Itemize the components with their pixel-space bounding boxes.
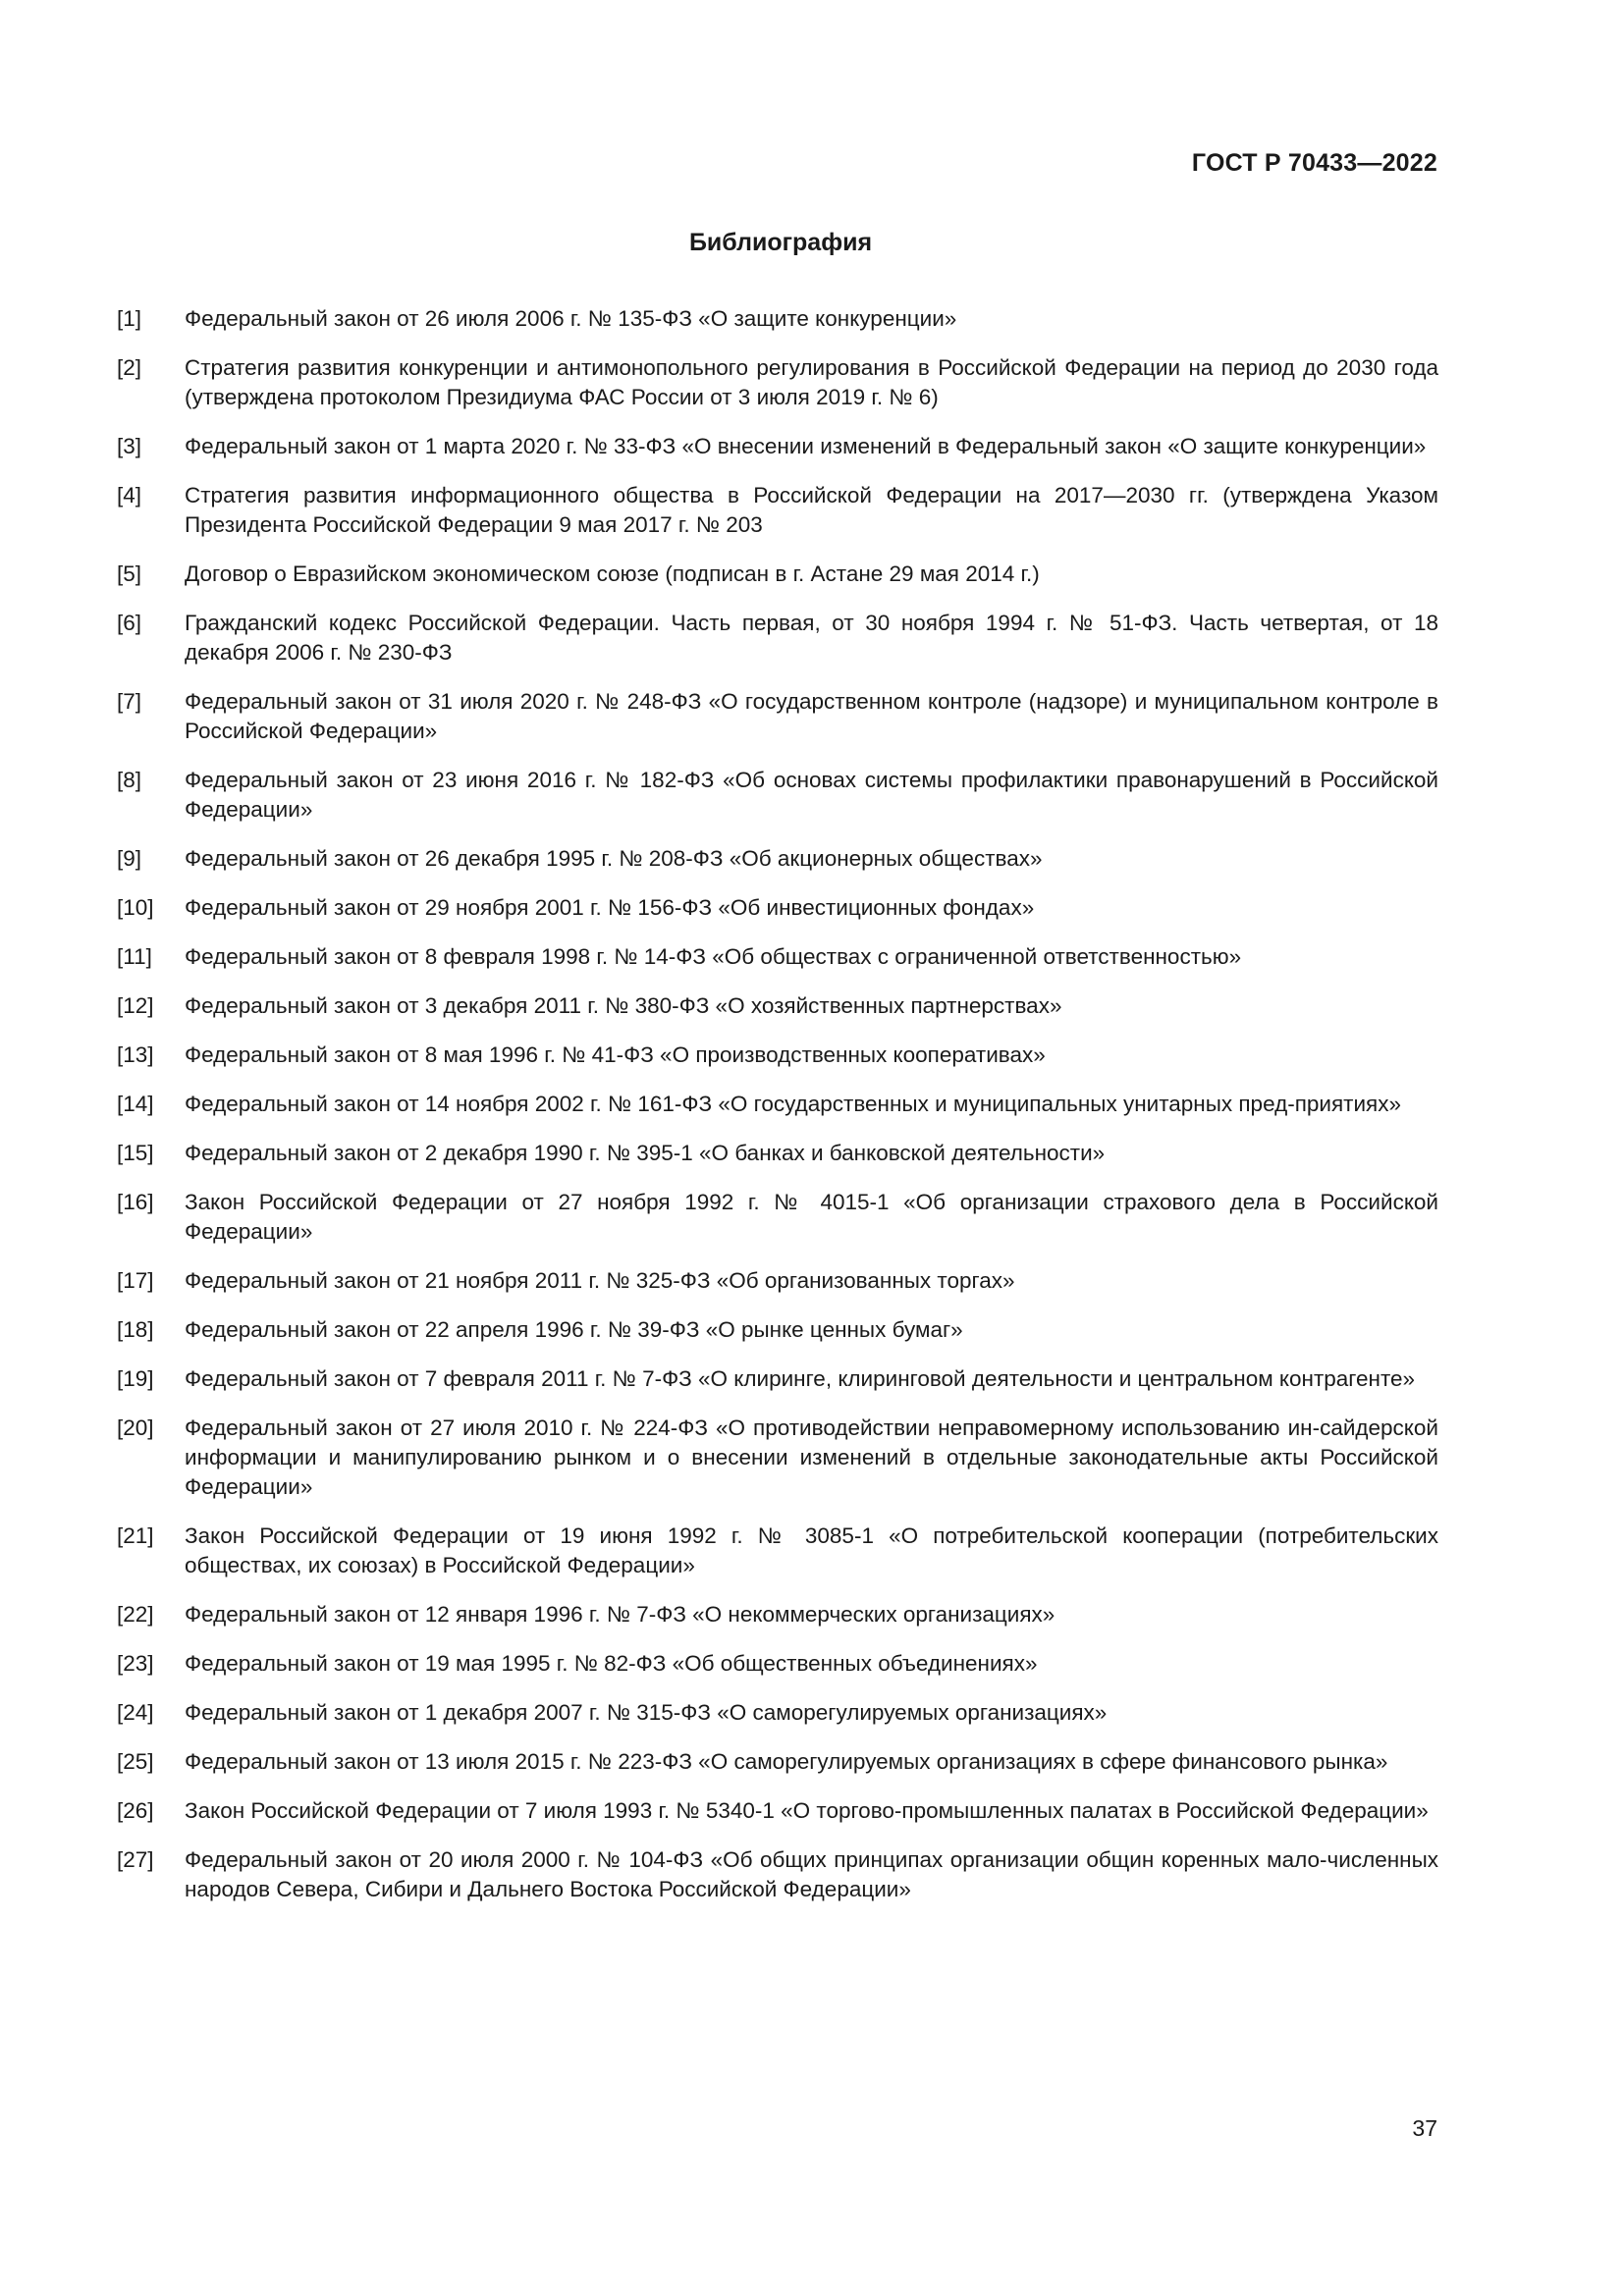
bibliography-number: [17] <box>117 1268 154 1293</box>
bibliography-item <box>117 991 1438 1021</box>
bibliography-number: [1] <box>117 306 142 331</box>
bibliography-item <box>117 1698 1438 1728</box>
bibliography-text: Федеральный закон от 14 ноября 2002 г. № 161-ФЗ «О государственных и муниципальных унитарных пред-приятиях» <box>185 1092 1401 1116</box>
bibliography-number: [24] <box>117 1700 154 1725</box>
bibliography-text: Федеральный закон от 7 февраля 2011 г. № 7-ФЗ «О клиринге, клиринговой деятельности и центральном контрагенте» <box>185 1366 1416 1391</box>
bibliography-item <box>117 353 1438 412</box>
bibliography-text: Закон Российской Федерации от 27 ноября 1992 г. № 4015-1 «Об организации страхового дела в Российской Федерации» <box>185 1190 1438 1244</box>
bibliography-number: [10] <box>117 895 154 920</box>
bibliography-item <box>117 893 1438 923</box>
bibliography-number: [21] <box>117 1523 154 1548</box>
document-code: ГОСТ Р 70433—2022 <box>1191 149 1437 177</box>
bibliography-text: Федеральный закон от 26 июля 2006 г. № 135-ФЗ «О защите конкуренции» <box>185 306 957 331</box>
bibliography-number: [22] <box>117 1602 154 1627</box>
bibliography-number: [16] <box>117 1190 154 1214</box>
bibliography-text: Закон Российской Федерации от 7 июля 1993 г. № 5340-1 «О торгово-промышленных палатах в Российской Федерации» <box>185 1798 1429 1823</box>
bibliography-number: [26] <box>117 1798 154 1823</box>
bibliography-number: [6] <box>117 611 142 635</box>
bibliography-text: Федеральный закон от 8 мая 1996 г. № 41-ФЗ «О производственных кооперативах» <box>185 1042 1046 1067</box>
bibliography-text: Федеральный закон от 13 июля 2015 г. № 223-ФЗ «О саморегулируемых организациях в сфере финансового рынка» <box>185 1749 1388 1774</box>
bibliography-number: [13] <box>117 1042 154 1067</box>
bibliography-text: Закон Российской Федерации от 19 июня 1992 г. № 3085-1 «О потребительской кооперации (потребительских обществах, их союзах) в Российской Федерации» <box>185 1523 1438 1577</box>
bibliography-item <box>117 1041 1438 1070</box>
bibliography-item <box>117 1845 1438 1904</box>
bibliography-item <box>117 1747 1438 1777</box>
bibliography-item <box>117 1364 1438 1394</box>
bibliography-text: Федеральный закон от 19 мая 1995 г. № 82-ФЗ «Об общественных объединениях» <box>185 1651 1038 1676</box>
bibliography-item <box>117 481 1438 540</box>
page-number: 37 <box>1412 2115 1437 2141</box>
bibliography-text: Федеральный закон от 21 ноября 2011 г. № 325-ФЗ «Об организованных торгах» <box>185 1268 1015 1293</box>
bibliography-text: Федеральный закон от 1 марта 2020 г. № 33-ФЗ «О внесении изменений в Федеральный закон «О защите конкуренции» <box>185 434 1427 458</box>
bibliography-text: Федеральный закон от 12 января 1996 г. № 7-ФЗ «О некоммерческих организациях» <box>185 1602 1056 1627</box>
bibliography-text: Федеральный закон от 2 декабря 1990 г. № 395-1 «О банках и банковской деятельности» <box>185 1141 1106 1165</box>
bibliography-item <box>117 1188 1438 1247</box>
bibliography-item <box>117 432 1438 461</box>
bibliography-item <box>117 1090 1438 1119</box>
bibliography-number: [7] <box>117 689 142 714</box>
bibliography-item <box>117 766 1438 825</box>
bibliography-item <box>117 1649 1438 1679</box>
bibliography-item <box>117 609 1438 667</box>
bibliography-item <box>117 844 1438 874</box>
bibliography-number: [23] <box>117 1651 154 1676</box>
bibliography-number: [3] <box>117 434 142 458</box>
bibliography-text: Гражданский кодекс Российской Федерации. Часть первая, от 30 ноября 1994 г. № 51-ФЗ. Часть четвертая, от 18 декабря 2006 г. № 230-ФЗ <box>185 611 1438 665</box>
bibliography-item <box>117 1315 1438 1345</box>
bibliography-item <box>117 1600 1438 1629</box>
bibliography-number: [20] <box>117 1415 154 1440</box>
bibliography-item <box>117 1796 1438 1826</box>
bibliography-text: Федеральный закон от 29 ноября 2001 г. № 156-ФЗ «Об инвестиционных фондах» <box>185 895 1035 920</box>
bibliography-text: Федеральный закон от 26 декабря 1995 г. № 208-ФЗ «Об акционерных обществах» <box>185 846 1043 871</box>
bibliography-number: [4] <box>117 483 142 507</box>
bibliography-number: [19] <box>117 1366 154 1391</box>
bibliography-item <box>117 1266 1438 1296</box>
bibliography-text: Федеральный закон от 23 июня 2016 г. № 182-ФЗ «Об основах системы профилактики правонарушений в Российской Федерации» <box>185 768 1438 822</box>
bibliography-text: Федеральный закон от 3 декабря 2011 г. № 380-ФЗ «О хозяйственных партнерствах» <box>185 993 1062 1018</box>
bibliography-number: [11] <box>117 944 152 969</box>
bibliography-item <box>117 560 1438 589</box>
bibliography-number: [25] <box>117 1749 154 1774</box>
bibliography-text: Федеральный закон от 1 декабря 2007 г. № 315-ФЗ «О саморегулируемых организациях» <box>185 1700 1108 1725</box>
bibliography-number: [8] <box>117 768 142 792</box>
bibliography-text: Федеральный закон от 22 апреля 1996 г. № 39-ФЗ «О рынке ценных бумаг» <box>185 1317 963 1342</box>
bibliography-list <box>117 304 1438 1924</box>
bibliography-text: Федеральный закон от 8 февраля 1998 г. № 14-ФЗ «Об обществах с ограниченной ответственностью» <box>185 944 1242 969</box>
bibliography-text: Федеральный закон от 20 июля 2000 г. № 104-ФЗ «Об общих принципах организации общин коренных мало-численных народов Севера, Сибири и Дальнего Востока Российской Федерации» <box>185 1847 1438 1901</box>
bibliography-number: [2] <box>117 355 142 380</box>
bibliography-text: Договор о Евразийском экономическом союзе (подписан в г. Астане 29 мая 2014 г.) <box>185 561 1040 586</box>
bibliography-item <box>117 1139 1438 1168</box>
bibliography-number: [27] <box>117 1847 154 1872</box>
bibliography-item <box>117 304 1438 334</box>
bibliography-number: [18] <box>117 1317 154 1342</box>
bibliography-text: Федеральный закон от 27 июля 2010 г. № 224-ФЗ «О противодействии неправомерному использованию ин-сайдерской информации и манипулированию рынком и о внесении изменений в отдельные законодательные акты Российской Федерации» <box>185 1415 1438 1499</box>
bibliography-number: [12] <box>117 993 154 1018</box>
bibliography-number: [14] <box>117 1092 154 1116</box>
bibliography-item <box>117 942 1438 972</box>
bibliography-text: Федеральный закон от 31 июля 2020 г. № 248-ФЗ «О государственном контроле (надзоре) и муниципальном контроле в Российской Федерации» <box>185 689 1438 743</box>
section-title: Библиография <box>688 229 873 256</box>
bibliography-item <box>117 1414 1438 1502</box>
bibliography-number: [9] <box>117 846 142 871</box>
bibliography-text: Стратегия развития конкуренции и антимонопольного регулирования в Российской Федерации на период до 2030 года (утверждена протоколом Президиума ФАС России от 3 июля 2019 г. № 6) <box>185 355 1438 409</box>
bibliography-number: [5] <box>117 561 142 586</box>
bibliography-number: [15] <box>117 1141 154 1165</box>
bibliography-text: Стратегия развития информационного общества в Российской Федерации на 2017—2030 гг. (утверждена Указом Президента Российской Федерации 9 мая 2017 г. № 203 <box>185 483 1438 537</box>
bibliography-item <box>117 1522 1438 1580</box>
bibliography-item <box>117 687 1438 746</box>
